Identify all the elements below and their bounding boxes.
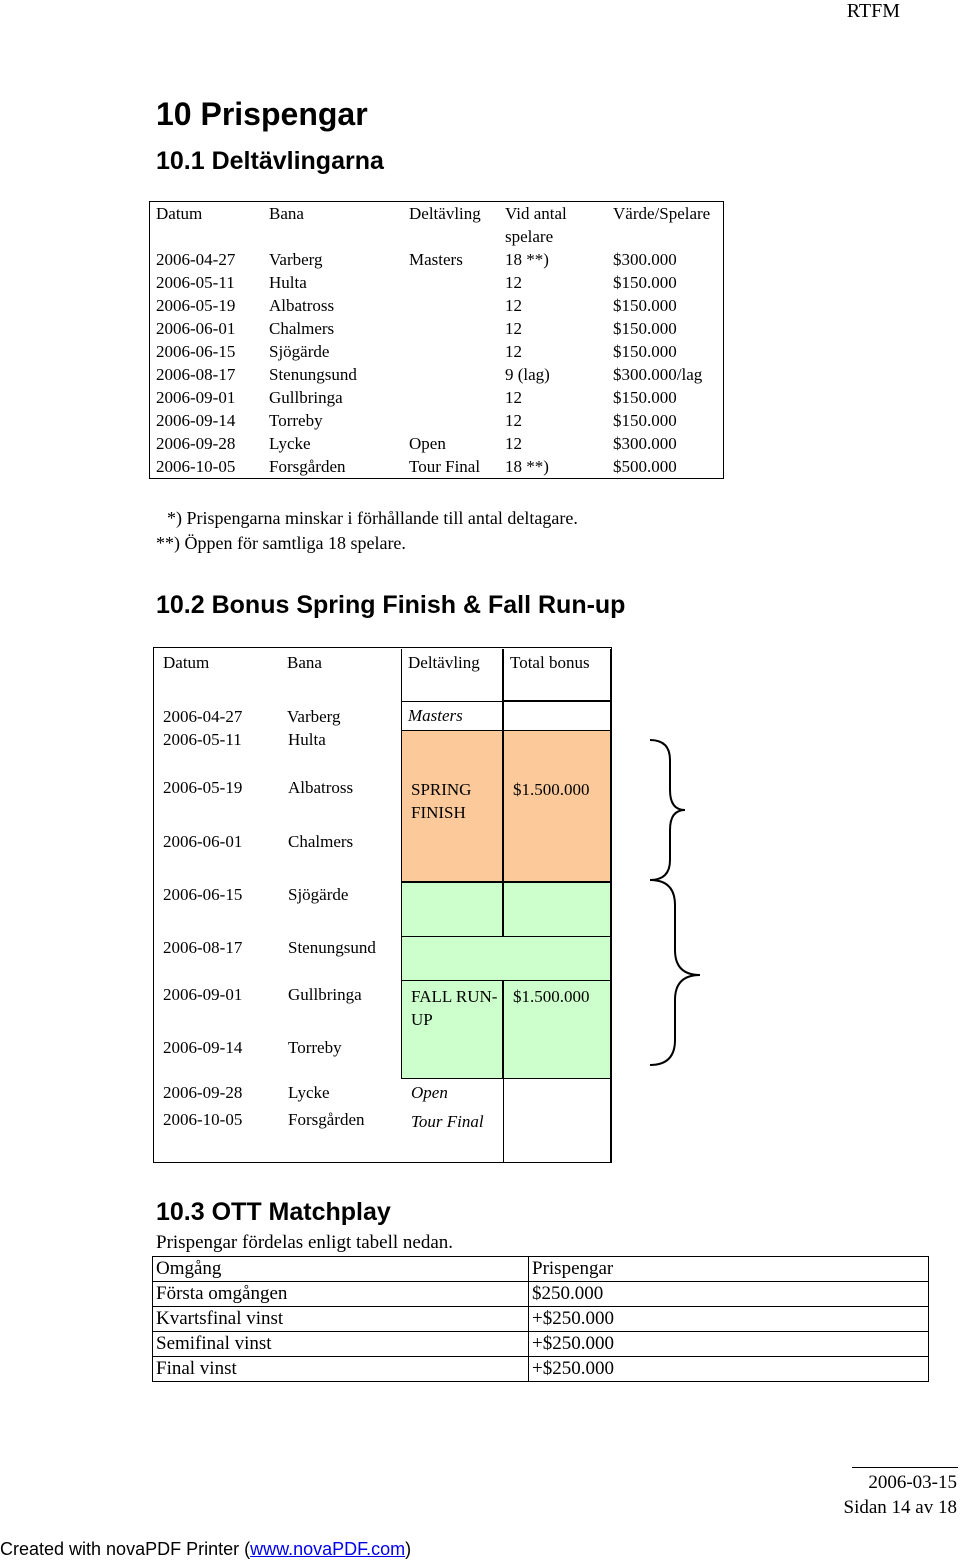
matchplay-intro: Prispengar fördelas enligt tabell nedan. bbox=[156, 1232, 454, 1253]
table-row bbox=[153, 1332, 929, 1357]
cell: 12 bbox=[505, 296, 522, 315]
cell: 2006-06-01 bbox=[150, 317, 264, 340]
bonus-course: Hulta bbox=[288, 730, 326, 749]
cell: 2006-10-05 bbox=[150, 455, 264, 479]
cell: +$250.000 bbox=[529, 1332, 929, 1357]
bonus-course: Stenungsund bbox=[288, 938, 376, 957]
cell bbox=[403, 363, 499, 386]
cell: Gullbringa bbox=[269, 388, 343, 407]
section-heading-10-1: 10.1 Deltävlingarna bbox=[156, 147, 384, 175]
cell bbox=[403, 294, 499, 317]
cell: Chalmers bbox=[269, 319, 335, 338]
cell: $250.000 bbox=[529, 1282, 929, 1307]
fall-brace-path bbox=[650, 880, 700, 1065]
deltavlingar-table bbox=[149, 201, 724, 479]
fall-event-cell-top bbox=[401, 882, 503, 937]
cell bbox=[403, 409, 499, 432]
cell: $300.000 bbox=[607, 432, 724, 455]
cell: $300.000/lag bbox=[607, 363, 724, 386]
footer-date: 2006-03-15 bbox=[868, 1472, 957, 1493]
bonus-date: 2006-05-11 bbox=[163, 730, 242, 749]
section-heading-10-3: 10.3 OTT Matchplay bbox=[156, 1198, 391, 1226]
bonus-empty-cell bbox=[503, 701, 611, 731]
fall-bonus-cell-top bbox=[503, 882, 611, 937]
column-header: Datum bbox=[163, 653, 210, 672]
cell: Torreby bbox=[269, 411, 323, 430]
footnote-open: **) Öppen för samtliga 18 spelare. bbox=[156, 533, 406, 553]
bonus-date: 2006-09-01 bbox=[163, 985, 243, 1004]
table-row bbox=[150, 455, 724, 479]
footer-page-number: Sidan 14 av 18 bbox=[843, 1497, 957, 1518]
footer-rule bbox=[852, 1467, 958, 1468]
brace-icon bbox=[640, 735, 730, 1075]
table-row bbox=[153, 1357, 929, 1382]
fall-bonus-value: $1.500.000 bbox=[513, 987, 590, 1006]
table-row bbox=[150, 386, 724, 409]
table-header-row bbox=[150, 202, 724, 249]
bonus-course: Chalmers bbox=[288, 832, 354, 851]
cell: Sjögärde bbox=[269, 342, 330, 361]
header-title: RTFM bbox=[846, 0, 900, 22]
cell: $150.000 bbox=[607, 409, 724, 432]
column-header: Bana bbox=[287, 653, 322, 672]
cell: Första omgången bbox=[153, 1282, 529, 1307]
bonus-course: Lycke bbox=[288, 1083, 330, 1102]
cell: 2006-04-27 bbox=[150, 248, 264, 271]
table-row bbox=[150, 340, 724, 363]
bonus-course: Varberg bbox=[287, 707, 341, 726]
fall-runup-label: FALL RUN-UP bbox=[411, 987, 498, 1029]
cell: Masters bbox=[409, 250, 463, 269]
creator-line bbox=[0, 1539, 411, 1560]
cell: Forsgården bbox=[263, 455, 403, 479]
spring-brace-path bbox=[650, 740, 685, 880]
table-row bbox=[150, 363, 724, 386]
creator-suffix: ) bbox=[405, 1539, 412, 1559]
table-row bbox=[153, 1307, 929, 1332]
bonus-event: Open bbox=[411, 1083, 448, 1102]
cell: 2006-05-11 bbox=[150, 271, 264, 294]
cell: 18 **) bbox=[499, 455, 607, 479]
table-row bbox=[150, 271, 724, 294]
bonus-event: Masters bbox=[401, 701, 503, 731]
spring-finish-label: SPRING FINISH bbox=[411, 780, 472, 822]
cell bbox=[403, 340, 499, 363]
bonus-date: 2006-06-01 bbox=[163, 832, 243, 851]
cell: Stenungsund bbox=[269, 365, 357, 384]
bonus-table bbox=[153, 647, 612, 1163]
cell: Varberg bbox=[269, 250, 323, 269]
creator-prefix: Created with novaPDF Printer ( bbox=[0, 1539, 251, 1559]
column-header: Datum bbox=[150, 202, 264, 249]
cell: Lycke bbox=[269, 434, 311, 453]
spring-bonus-value: $1.500.000 bbox=[513, 780, 590, 799]
bonus-course: Forsgården bbox=[288, 1110, 365, 1129]
column-header: Vid antal spelare bbox=[499, 202, 607, 249]
cell: 12 bbox=[505, 342, 522, 361]
bonus-course: Sjögärde bbox=[288, 885, 349, 904]
cell: Open bbox=[409, 434, 446, 453]
cell: $150.000 bbox=[607, 271, 724, 294]
bonus-date: 2006-05-19 bbox=[163, 778, 243, 797]
cell: $150.000 bbox=[607, 340, 724, 363]
cell: $150.000 bbox=[607, 317, 724, 340]
cell: 12 bbox=[505, 319, 522, 338]
column-header: Värde/Spelare bbox=[607, 202, 724, 249]
cell: Tour Final bbox=[403, 455, 499, 479]
cell: 18 **) bbox=[505, 250, 549, 269]
table-row bbox=[150, 294, 724, 317]
table-row bbox=[150, 409, 724, 432]
cell: 2006-05-19 bbox=[150, 294, 264, 317]
bonus-date: 2006-06-15 bbox=[163, 885, 243, 904]
bonus-empty-cell bbox=[503, 1078, 611, 1163]
cell: 12 bbox=[505, 411, 522, 430]
footnote-reduction: *) Prispengarna minskar i förhållande till antal deltagare. bbox=[167, 508, 578, 528]
cell: 2006-06-15 bbox=[150, 340, 264, 363]
cell: 12 bbox=[505, 434, 522, 453]
cell bbox=[403, 386, 499, 409]
bonus-event: Tour Final bbox=[411, 1112, 484, 1131]
bonus-course: Albatross bbox=[288, 778, 354, 797]
cell: Kvartsfinal vinst bbox=[153, 1307, 529, 1332]
cell: $300.000 bbox=[607, 248, 724, 271]
cell: Hulta bbox=[269, 273, 307, 292]
cell bbox=[403, 271, 499, 294]
table-header-row bbox=[153, 1257, 929, 1282]
bonus-date: 2006-04-27 bbox=[163, 707, 243, 726]
cell: Final vinst bbox=[153, 1357, 529, 1382]
column-header: Total bonus bbox=[503, 649, 611, 701]
cell: 2006-08-17 bbox=[150, 363, 264, 386]
cell: $500.000 bbox=[607, 455, 724, 479]
cell: 9 (lag) bbox=[505, 365, 550, 384]
cell: 2006-09-14 bbox=[150, 409, 264, 432]
cell: Semifinal vinst bbox=[153, 1332, 529, 1357]
bonus-course: Torreby bbox=[288, 1038, 342, 1057]
bonus-date: 2006-09-14 bbox=[163, 1038, 243, 1057]
cell: 2006-09-01 bbox=[150, 386, 264, 409]
cell bbox=[403, 317, 499, 340]
bonus-course: Gullbringa bbox=[288, 985, 362, 1004]
column-header: Bana bbox=[263, 202, 403, 249]
bonus-date: 2006-10-05 bbox=[163, 1110, 243, 1129]
cell: 2006-09-28 bbox=[150, 432, 264, 455]
fall-row-spacer bbox=[401, 936, 611, 981]
column-header: Omgång bbox=[153, 1257, 529, 1282]
column-header: Deltävling bbox=[401, 649, 503, 701]
section-heading-10: 10 Prispengar bbox=[156, 96, 368, 132]
section-heading-10-2: 10.2 Bonus Spring Finish & Fall Run-up bbox=[156, 591, 626, 619]
table-row bbox=[150, 432, 724, 455]
novapdf-link[interactable]: www.novaPDF.com bbox=[250, 1539, 406, 1559]
table-row bbox=[150, 248, 724, 271]
spring-bonus-cell bbox=[503, 730, 611, 882]
table-row bbox=[153, 1282, 929, 1307]
matchplay-table bbox=[152, 1256, 929, 1382]
cell: +$250.000 bbox=[529, 1357, 929, 1382]
cell: +$250.000 bbox=[529, 1307, 929, 1332]
bonus-date: 2006-08-17 bbox=[163, 938, 243, 957]
table-row bbox=[150, 317, 724, 340]
cell: $150.000 bbox=[607, 386, 724, 409]
column-header: Deltävling bbox=[403, 202, 499, 249]
cell: $150.000 bbox=[607, 294, 724, 317]
column-header: Prispengar bbox=[529, 1257, 929, 1282]
bonus-date: 2006-09-28 bbox=[163, 1083, 243, 1102]
cell: 12 bbox=[505, 273, 522, 292]
cell: 12 bbox=[505, 388, 522, 407]
cell: Albatross bbox=[269, 296, 335, 315]
